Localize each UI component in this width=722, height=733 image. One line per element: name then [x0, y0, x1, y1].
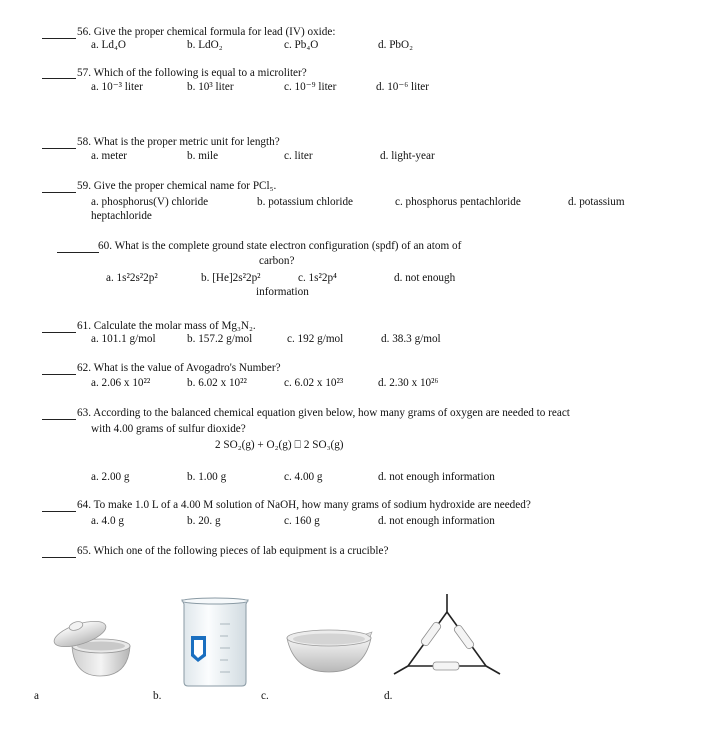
question-59-stem: 59. Give the proper chemical name for PCl₅. [77, 180, 277, 192]
answer-blank-59[interactable] [42, 192, 76, 193]
q60-option-a: a. 1s²2s²2p² [106, 272, 158, 284]
answer-blank-57[interactable] [42, 78, 76, 79]
q63-equation: 2 SO₂(g) + O₂(g) ⎕ 2 SO₃(g) [215, 439, 344, 451]
answer-blank-62[interactable] [42, 374, 76, 375]
q63-option-d: d. not enough information [378, 471, 495, 483]
question-57-stem: 57. Which of the following is equal to a microliter? [77, 67, 307, 79]
q61-option-d: d. 38.3 g/mol [381, 333, 441, 345]
clay-triangle-image [388, 590, 506, 682]
q61-option-a: a. 101.1 g/mol [91, 333, 156, 345]
q58-option-a: a. meter [91, 150, 128, 162]
q60-option-c: c. 1s²2p⁴ [298, 272, 337, 284]
q58-option-c: c. liter [284, 150, 313, 162]
question-56-stem: 56. Give the proper chemical formula for lead (IV) oxide: [77, 26, 336, 38]
q63-option-c: c. 4.00 g [284, 471, 323, 483]
question-65-stem: 65. Which one of the following pieces of lab equipment is a crucible? [77, 545, 389, 557]
answer-blank-64[interactable] [42, 511, 76, 512]
q57-option-b: b. 10³ liter [187, 81, 234, 93]
q62-option-a: a. 2.06 x 10²² [91, 377, 151, 389]
question-63-stem-cont: with 4.00 grams of sulfur dioxide? [91, 423, 246, 435]
q65-option-c: c. [261, 690, 269, 702]
q59-option-c: c. phosphorus pentachloride [395, 196, 521, 208]
q60-option-b: b. [He]2s²2p² [201, 272, 261, 284]
answer-blank-60[interactable] [57, 252, 99, 253]
q59-option-d-cont: heptachloride [91, 210, 152, 222]
answer-blank-58[interactable] [42, 148, 76, 149]
q62-option-b: b. 6.02 x 10²² [187, 377, 247, 389]
q56-option-a: a. Ld₄O [91, 39, 126, 51]
q60-option-d-cont: information [256, 286, 309, 298]
q61-option-b: b. 157.2 g/mol [187, 333, 253, 345]
q64-option-a: a. 4.0 g [91, 515, 124, 527]
question-60-stem-cont: carbon? [259, 255, 295, 267]
question-58-stem: 58. What is the proper metric unit for length? [77, 136, 280, 148]
q56-option-c: c. Pb₄O [284, 39, 319, 51]
question-62-stem: 62. What is the value of Avogadro's Number? [77, 362, 281, 374]
q62-option-c: c. 6.02 x 10²³ [284, 377, 344, 389]
q58-option-d: d. light-year [380, 150, 435, 162]
q57-option-c: c. 10⁻⁹ liter [284, 81, 337, 93]
question-60-stem: 60. What is the complete ground state electron configuration (spdf) of an atom of [98, 240, 462, 252]
q56-option-b: b. LdO₂ [187, 39, 223, 51]
answer-blank-63[interactable] [42, 419, 76, 420]
q56-option-d: d. PbO₂ [378, 39, 413, 51]
crucible-with-lid-image [42, 608, 142, 680]
beaker-image [176, 594, 254, 690]
evaporating-dish-image [284, 628, 374, 674]
question-63-stem: 63. According to the balanced chemical equation given below, how many grams of oxygen are needed to react [77, 407, 570, 419]
q65-option-b: b. [153, 690, 162, 702]
question-61-stem: 61. Calculate the molar mass of Mg₃N₂. [77, 320, 256, 332]
q59-option-a: a. phosphorus(V) chloride [91, 196, 209, 208]
answer-blank-61[interactable] [42, 332, 76, 333]
q57-option-d: d. 10⁻⁶ liter [376, 81, 429, 93]
q57-option-a: a. 10⁻³ liter [91, 81, 143, 93]
q65-option-d: d. [384, 690, 393, 702]
q63-option-b: b. 1.00 g [187, 471, 227, 483]
q59-option-b: b. potassium chloride [257, 196, 354, 208]
q64-option-c: c. 160 g [284, 515, 320, 527]
question-64-stem: 64. To make 1.0 L of a 4.00 M solution of NaOH, how many grams of sodium hydroxide are needed? [77, 499, 531, 511]
q65-option-a: a [34, 690, 39, 702]
q64-option-b: b. 20. g [187, 515, 221, 527]
q64-option-d: d. not enough information [378, 515, 495, 527]
answer-blank-65[interactable] [42, 557, 76, 558]
q63-option-a: a. 2.00 g [91, 471, 130, 483]
q59-option-d: d. potassium [568, 196, 625, 208]
q62-option-d: d. 2.30 x 10²⁶ [378, 377, 439, 389]
q58-option-b: b. mile [187, 150, 219, 162]
answer-blank-56[interactable] [42, 38, 76, 39]
q61-option-c: c. 192 g/mol [287, 333, 344, 345]
q60-option-d: d. not enough [394, 272, 456, 284]
